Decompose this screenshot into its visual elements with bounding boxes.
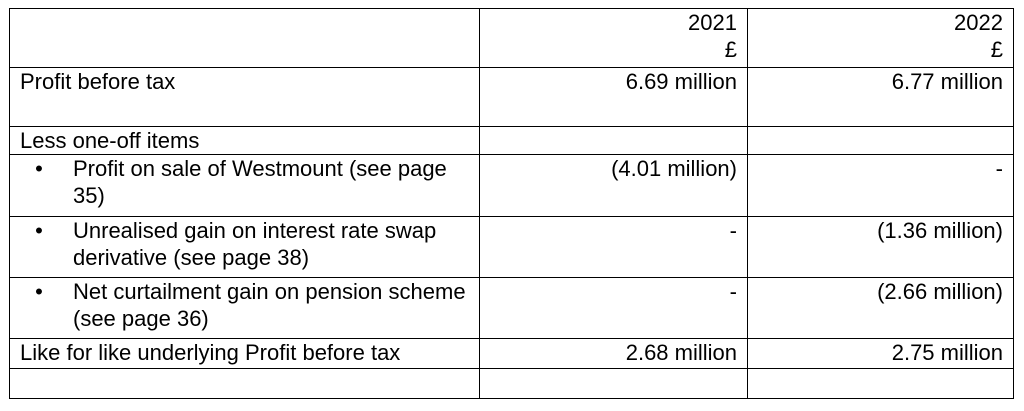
row-label	[10, 217, 480, 278]
row-value-2021: (4.01 million)	[480, 155, 748, 217]
table-row	[10, 68, 1014, 127]
bullet-icon: •	[35, 218, 43, 243]
table-row	[10, 217, 1014, 278]
profit-table	[9, 8, 1014, 399]
row-label-text: Net curtailment gain on pension scheme (see page 36)	[73, 279, 466, 331]
row-label: Like for like underlying Profit before tax	[10, 339, 480, 369]
row-value-2022: (2.66 million)	[748, 278, 1014, 339]
year-2021: 2021	[688, 10, 737, 35]
row-value-2022: -	[748, 155, 1014, 217]
empty-row	[10, 369, 1014, 399]
header-2022-cell	[748, 9, 1014, 68]
row-label-text: Unrealised gain on interest rate swap derivative (see page 38)	[73, 218, 437, 270]
row-label	[10, 278, 480, 339]
currency-2021: £	[724, 37, 737, 62]
row-value-2021	[480, 127, 748, 155]
row-value-2021: -	[480, 217, 748, 278]
header-label-cell	[10, 9, 480, 68]
table-row	[10, 339, 1014, 369]
row-label	[10, 155, 480, 217]
row-value-2022: (1.36 million)	[748, 217, 1014, 278]
empty-cell	[748, 369, 1014, 399]
bullet-icon: •	[35, 279, 43, 304]
header-2021-cell	[480, 9, 748, 68]
empty-cell	[480, 369, 748, 399]
row-value-2022: 6.77 million	[748, 68, 1014, 127]
row-value-2021: 6.69 million	[480, 68, 748, 127]
table-row	[10, 127, 1014, 155]
year-2022: 2022	[954, 10, 1003, 35]
row-value-2021: 2.68 million	[480, 339, 748, 369]
row-value-2021: -	[480, 278, 748, 339]
currency-2022: £	[990, 37, 1003, 62]
table-row	[10, 278, 1014, 339]
row-label: Less one-off items	[10, 127, 480, 155]
bullet-icon: •	[35, 156, 43, 181]
row-label-text: Profit on sale of Westmount (see page 35)	[73, 156, 447, 208]
empty-cell	[10, 369, 480, 399]
row-label: Profit before tax	[10, 68, 480, 127]
row-value-2022	[748, 127, 1014, 155]
table-row	[10, 155, 1014, 217]
header-row	[10, 9, 1014, 68]
row-value-2022: 2.75 million	[748, 339, 1014, 369]
